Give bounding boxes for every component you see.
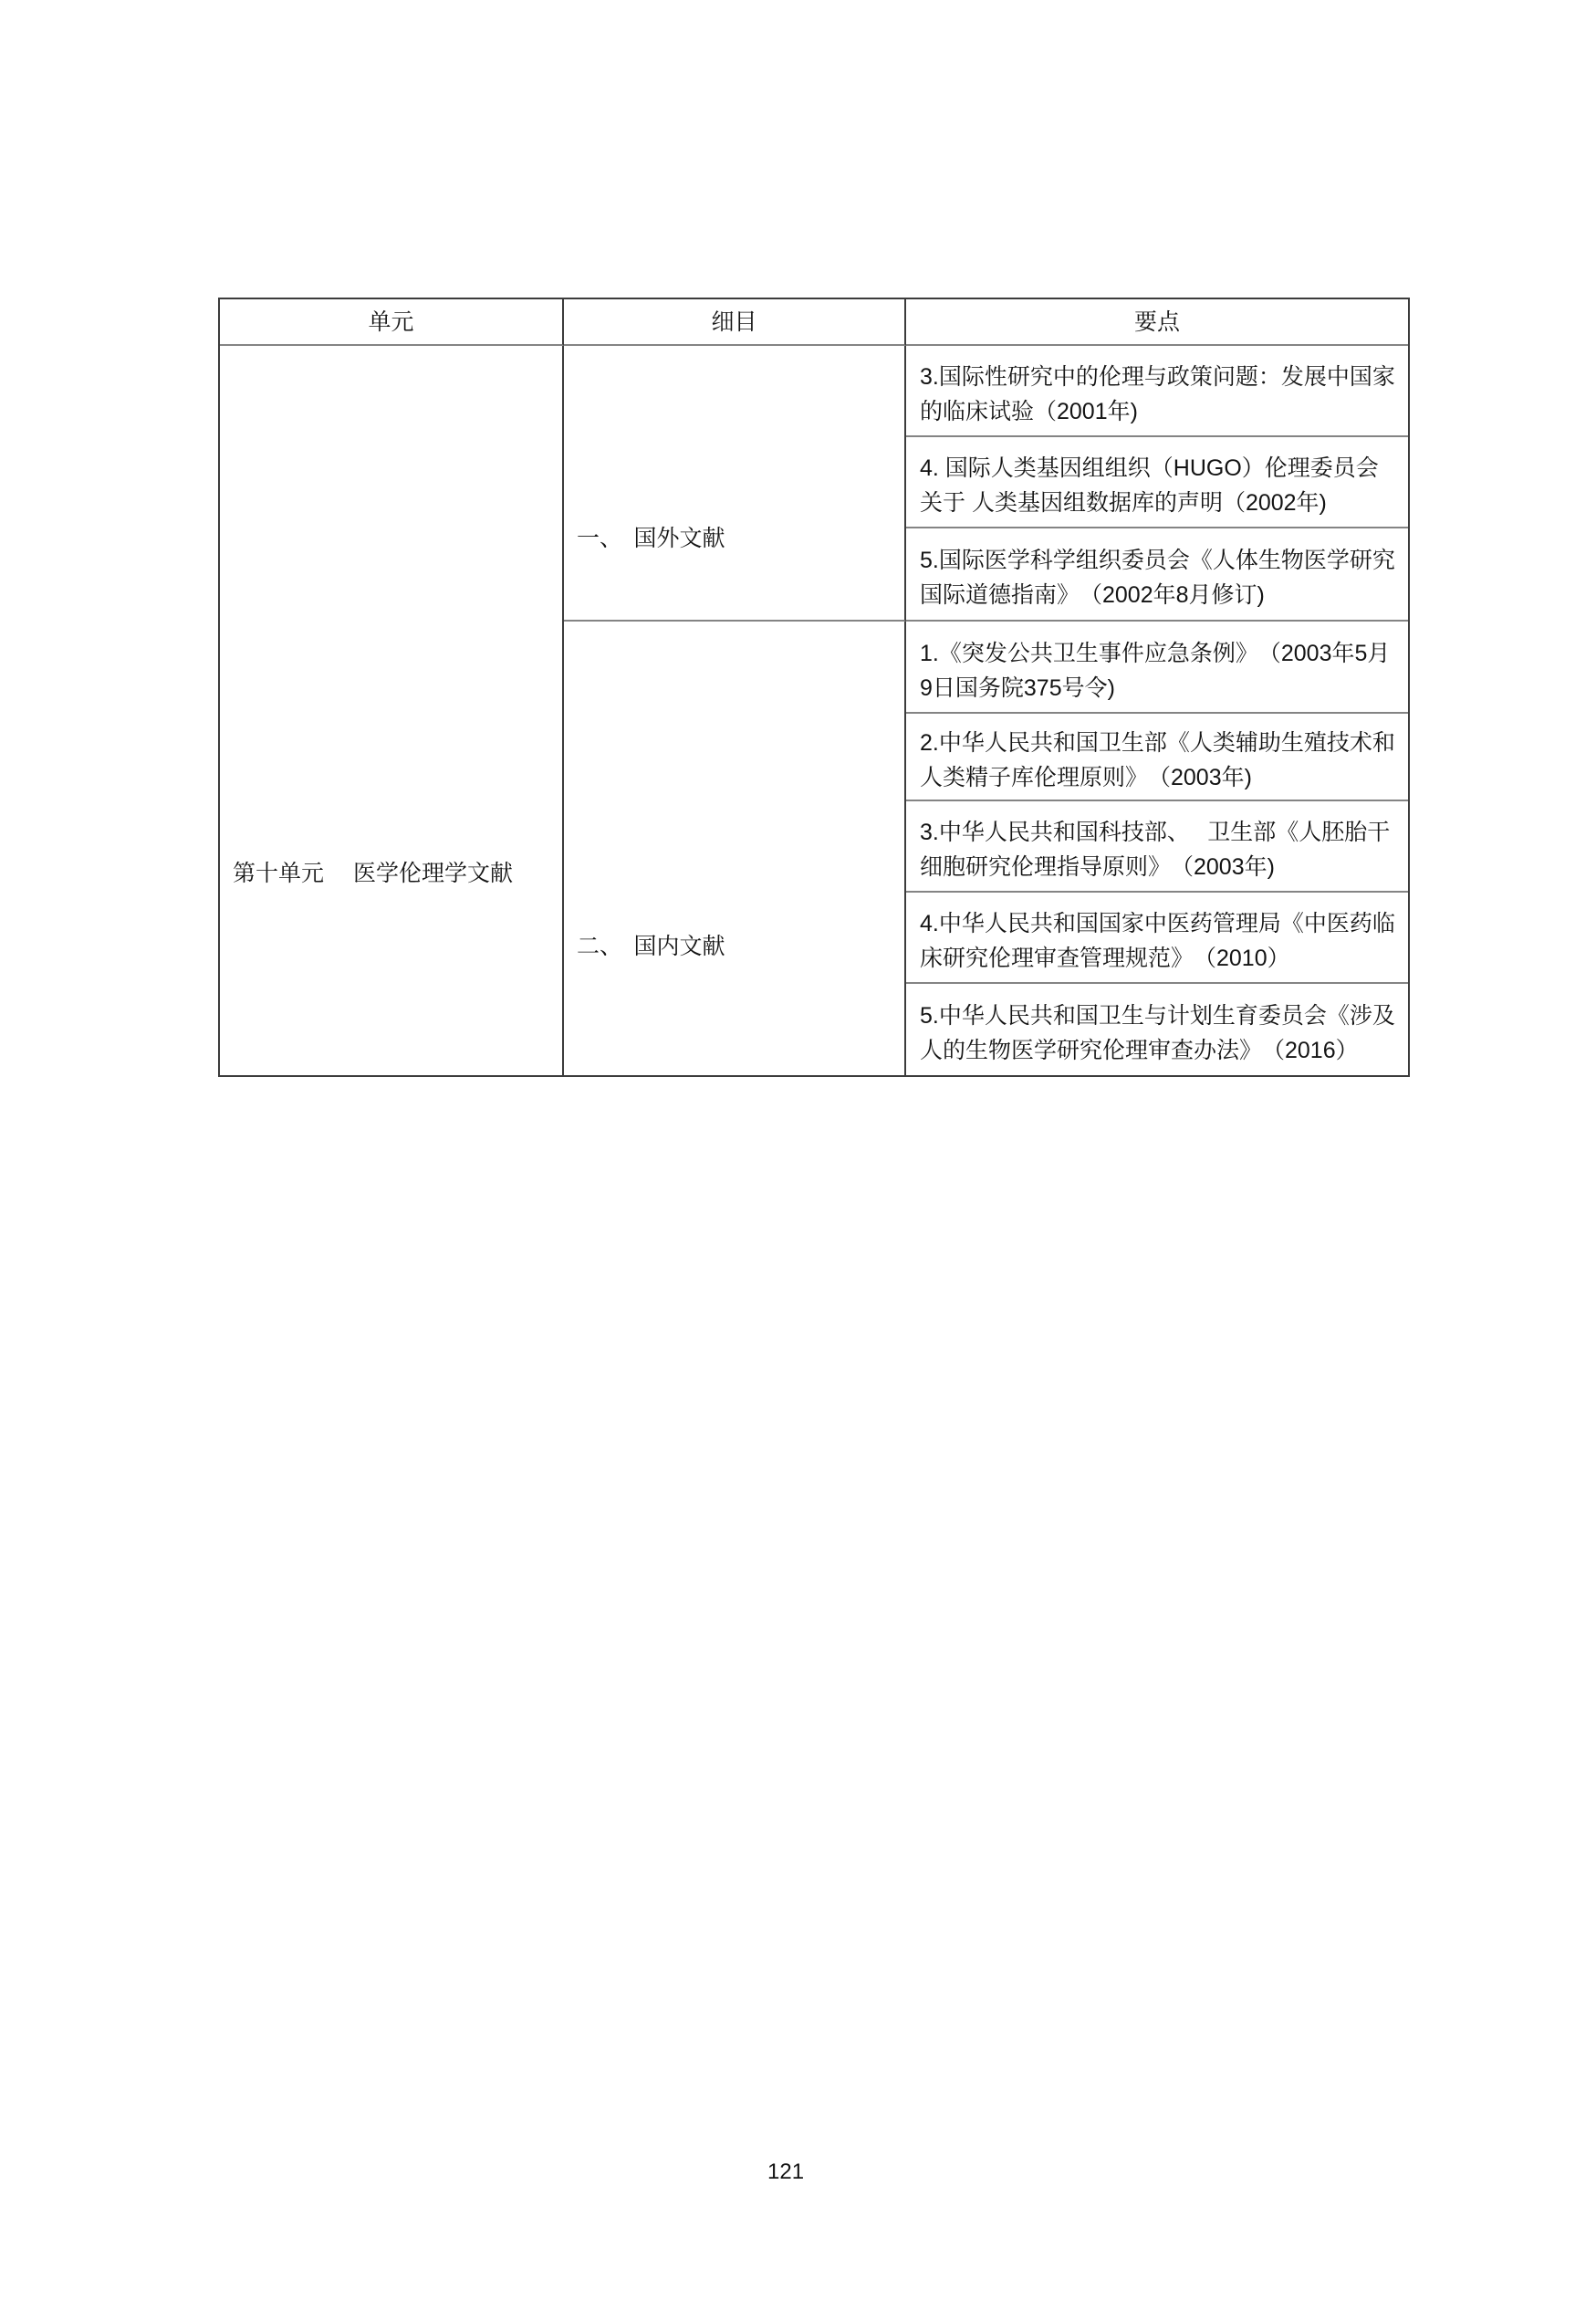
point-text: 1.《突发公共卫生事件应急条例》 （2003年5月9日国务院375号令) [920,640,1391,701]
unit-cell [220,346,564,1075]
point-cell-domestic-5 [906,984,1408,1075]
header-cell-points: 要点 [906,299,1408,346]
point-text: 2.中华人民共和国卫生部《人类辅助生殖技术和人类精子库伦理原则》 （2003年) [920,730,1395,790]
point-text: 4.中华人民共和国国家中医药管理局《中医药临床研究伦理审查管理规范》 （2010） [920,911,1395,971]
item-label-domestic: 二、 国内文献 [577,934,725,959]
unit-label: 第十单元 医学伦理学文献 [233,861,513,886]
point-cell-domestic-4 [906,893,1408,984]
page-number: 121 [767,2159,805,2184]
point-cell-domestic-1 [906,622,1408,714]
point-text: 5.中华人民共和国卫生与计划生育委员会《涉及人的生物医学研究伦理审查办法》 （2016） [920,1003,1395,1063]
item-cell-foreign-literature [564,346,906,622]
point-text: 5.国际医学科学组织委员会《人体生物医学研究国际道德指南》 （2002年8月修订) [920,548,1395,608]
point-text: 3.中华人民共和国科技部、 卫生部《人胚胎干细胞研究伦理指导原则》 （2003年) [920,820,1391,880]
point-cell-domestic-3 [906,801,1408,893]
item-cell-domestic-literature [564,622,906,1075]
point-cell-foreign-2 [906,437,1408,528]
header-cell-item: 细目 [564,299,906,346]
point-cell-foreign-3 [906,528,1408,622]
point-text: 4. 国际人类基因组组织（HUGO）伦理委员会关于 人类基因组数据库的声明（2002年) [920,455,1379,516]
syllabus-table [218,298,1410,1077]
point-text: 3.国际性研究中的伦理与政策问题：发展中国家的临床试验（2001年) [920,364,1395,424]
item-label-foreign: 一、 国外文献 [577,526,725,551]
point-cell-foreign-1 [906,346,1408,437]
header-cell-unit: 单元 [220,299,564,346]
point-cell-domestic-2 [906,714,1408,801]
